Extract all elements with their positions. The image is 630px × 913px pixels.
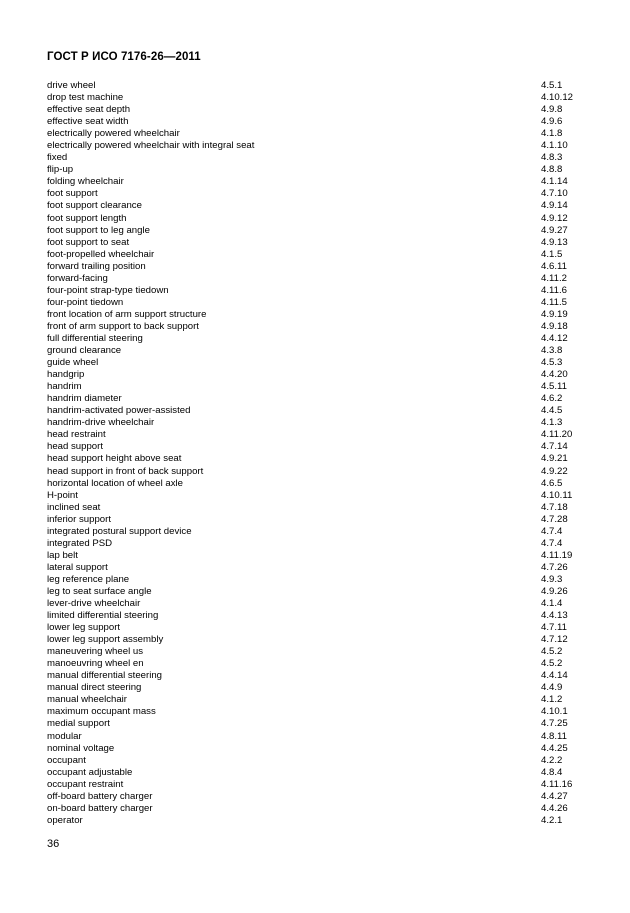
index-entry (47, 357, 592, 369)
index-term: foot support to leg angle (47, 224, 150, 236)
index-reference: 4.9.6 (541, 116, 563, 128)
index-reference: 4.4.5 (541, 405, 563, 417)
index-reference: 4.9.27 (541, 224, 568, 236)
index-entry (47, 417, 592, 429)
index-entry (47, 453, 592, 465)
index-term: manual direct steering (47, 682, 142, 694)
index-entry (47, 610, 592, 622)
index-entry (47, 116, 592, 128)
index-reference: 4.6.5 (541, 477, 563, 489)
index-term: manoeuvring wheel en (47, 658, 144, 670)
index-reference: 4.4.14 (541, 670, 568, 682)
index-entry (47, 526, 592, 538)
index-term: foot support clearance (47, 200, 142, 212)
index-reference: 4.11.5 (541, 296, 567, 308)
index-term: handrim-drive wheelchair (47, 417, 155, 429)
index-term: foot support to seat (47, 236, 130, 248)
index-term: ground clearance (47, 345, 122, 357)
index-reference: 4.1.2 (541, 694, 563, 706)
index-reference: 4.9.26 (541, 585, 568, 597)
index-reference: 4.1.4 (541, 598, 563, 610)
index-reference: 4.11.20 (541, 429, 573, 441)
index-entry (47, 92, 592, 104)
index-entry (47, 706, 592, 718)
index-entry (47, 538, 592, 550)
index-reference: 4.5.3 (541, 357, 563, 369)
index-entry (47, 429, 592, 441)
index-entry (47, 273, 592, 285)
index-term: occupant restraint (47, 778, 124, 790)
index-term: handrim (47, 381, 82, 393)
index-entry (47, 646, 592, 658)
index-term: leg to seat surface angle (47, 585, 152, 597)
index-term: limited differential steering (47, 610, 159, 622)
index-term: four-point tiedown (47, 296, 124, 308)
index-reference: 4.11.2 (541, 272, 567, 284)
index-term: effective seat width (47, 116, 129, 128)
index-entry (47, 297, 592, 309)
index-term: integrated PSD (47, 537, 113, 549)
index-term: foot support (47, 188, 98, 200)
index-reference: 4.7.26 (541, 561, 568, 573)
index-term: lower leg support (47, 622, 121, 634)
index-entry (47, 803, 592, 815)
index-reference: 4.11.6 (541, 284, 567, 296)
page-number: 36 (47, 838, 60, 850)
index-term: medial support (47, 718, 110, 730)
index-term: modular (47, 730, 82, 742)
index-reference: 4.7.12 (541, 634, 568, 646)
index-term: operator (47, 814, 83, 826)
index-entry (47, 237, 592, 249)
index-reference: 4.1.3 (541, 417, 563, 429)
index-term: front location of arm support structure (47, 308, 207, 320)
index-term: foot support length (47, 212, 127, 224)
index-term: flip-up (47, 164, 74, 176)
index-reference: 4.3.8 (541, 345, 563, 357)
index-entry (47, 441, 592, 453)
index-reference: 4.6.2 (541, 393, 563, 405)
index-reference: 4.9.3 (541, 573, 563, 585)
index-reference: 4.5.2 (541, 646, 563, 658)
index-entry (47, 731, 592, 743)
index-term: folding wheelchair (47, 176, 124, 188)
document-header: ГОСТ Р ИСО 7176-26—2011 (47, 51, 201, 63)
index-reference: 4.8.3 (541, 152, 563, 164)
index-reference: 4.2.2 (541, 754, 563, 766)
index-term: fixed (47, 152, 68, 164)
index-reference: 4.11.16 (541, 778, 573, 790)
index-term: lateral support (47, 561, 108, 573)
index-entry (47, 502, 592, 514)
index-entry (47, 779, 592, 791)
index-term: electrically powered wheelchair (47, 128, 180, 140)
index-reference: 4.4.12 (541, 332, 568, 344)
index-term: manual differential steering (47, 670, 163, 682)
index-entry (47, 381, 592, 393)
index-reference: 4.6.11 (541, 260, 567, 272)
index-term: integrated postural support device (47, 525, 192, 537)
index-entry (47, 225, 592, 237)
index-reference: 4.1.5 (541, 248, 563, 260)
index-term: four-point strap-type tiedown (47, 284, 169, 296)
index-entry (47, 333, 592, 345)
index-reference: 4.10.11 (541, 489, 573, 501)
index-entry (47, 598, 592, 610)
index-reference: 4.1.10 (541, 140, 568, 152)
index-entry (47, 200, 592, 212)
index-term: effective seat depth (47, 104, 131, 116)
index-term: lap belt (47, 549, 78, 561)
index-reference: 4.1.8 (541, 128, 563, 140)
index-entry (47, 562, 592, 574)
index-entry (47, 670, 592, 682)
term-index-list (47, 80, 592, 827)
index-entry (47, 213, 592, 225)
index-reference: 4.9.19 (541, 308, 568, 320)
index-term: manual wheelchair (47, 694, 127, 706)
index-term: lower leg support assembly (47, 634, 164, 646)
index-term: drive wheel (47, 80, 96, 91)
index-entry (47, 550, 592, 562)
index-entry (47, 393, 592, 405)
index-reference: 4.4.26 (541, 802, 568, 814)
index-reference: 4.7.18 (541, 501, 568, 513)
index-entry (47, 164, 592, 176)
index-entry (47, 249, 592, 261)
index-reference: 4.9.13 (541, 236, 568, 248)
index-term: occupant adjustable (47, 766, 133, 778)
index-term: occupant (47, 754, 86, 766)
index-reference: 4.9.18 (541, 320, 568, 332)
index-entry (47, 694, 592, 706)
index-reference: 4.1.14 (541, 176, 568, 188)
index-entry (47, 514, 592, 526)
index-term: front of arm support to back support (47, 320, 199, 332)
index-term: head support (47, 441, 104, 453)
index-entry (47, 634, 592, 646)
index-entry (47, 405, 592, 417)
index-reference: 4.5.1 (541, 80, 563, 91)
index-reference: 4.7.4 (541, 525, 563, 537)
index-term: lever-drive wheelchair (47, 598, 141, 610)
index-entry (47, 176, 592, 188)
index-term: inclined seat (47, 501, 101, 513)
index-reference: 4.4.27 (541, 790, 568, 802)
index-entry (47, 743, 592, 755)
index-entry (47, 815, 592, 827)
index-entry (47, 309, 592, 321)
index-term: maximum occupant mass (47, 706, 156, 718)
index-entry (47, 140, 592, 152)
index-term: forward trailing position (47, 260, 146, 272)
index-term: drop test machine (47, 92, 124, 104)
index-term: horizontal location of wheel axle (47, 477, 183, 489)
index-reference: 4.10.12 (541, 92, 574, 104)
index-reference: 4.9.21 (541, 453, 568, 465)
index-entry (47, 622, 592, 634)
index-entry (47, 718, 592, 730)
index-reference: 4.8.4 (541, 766, 563, 778)
index-entry (47, 574, 592, 586)
index-entry (47, 285, 592, 297)
index-entry (47, 658, 592, 670)
index-reference: 4.2.1 (541, 814, 563, 826)
index-term: H-point (47, 489, 78, 501)
index-term: nominal voltage (47, 742, 115, 754)
index-reference: 4.9.14 (541, 200, 568, 212)
index-term: foot-propelled wheelchair (47, 248, 155, 260)
index-reference: 4.7.11 (541, 622, 567, 634)
index-term: handgrip (47, 369, 85, 381)
index-reference: 4.11.19 (541, 549, 573, 561)
index-reference: 4.7.28 (541, 513, 568, 525)
index-reference: 4.4.25 (541, 742, 568, 754)
index-entry (47, 791, 592, 803)
index-entry (47, 345, 592, 357)
index-entry (47, 321, 592, 333)
index-term: head restraint (47, 429, 106, 441)
index-term: head support height above seat (47, 453, 182, 465)
index-reference: 4.4.13 (541, 610, 568, 622)
index-entry (47, 80, 592, 92)
index-reference: 4.5.2 (541, 658, 563, 670)
index-entry (47, 128, 592, 140)
index-term: electrically powered wheelchair with integral seat (47, 140, 255, 152)
index-term: inferior support (47, 513, 111, 525)
index-reference: 4.7.10 (541, 188, 568, 200)
index-entry (47, 369, 592, 381)
index-reference: 4.4.9 (541, 682, 563, 694)
index-entry (47, 104, 592, 116)
index-term: handrim-activated power-assisted (47, 405, 191, 417)
index-entry (47, 261, 592, 273)
index-term: on-board battery charger (47, 802, 153, 814)
index-reference: 4.8.11 (541, 730, 567, 742)
index-term: forward-facing (47, 272, 108, 284)
index-reference: 4.7.14 (541, 441, 568, 453)
index-entry (47, 682, 592, 694)
index-entry (47, 767, 592, 779)
index-reference: 4.5.11 (541, 381, 567, 393)
index-term: head support in front of back support (47, 465, 204, 477)
index-entry (47, 152, 592, 164)
index-term: leg reference plane (47, 573, 130, 585)
index-entry (47, 188, 592, 200)
index-term: guide wheel (47, 357, 99, 369)
index-reference: 4.9.12 (541, 212, 568, 224)
index-entry (47, 755, 592, 767)
index-term: off-board battery charger (47, 790, 153, 802)
index-term: handrim diameter (47, 393, 122, 405)
index-reference: 4.7.25 (541, 718, 568, 730)
index-term: maneuvering wheel us (47, 646, 143, 658)
index-reference: 4.4.20 (541, 369, 568, 381)
index-entry (47, 586, 592, 598)
index-reference: 4.9.22 (541, 465, 568, 477)
index-entry (47, 490, 592, 502)
index-entry (47, 466, 592, 478)
index-reference: 4.9.8 (541, 104, 563, 116)
index-reference: 4.7.4 (541, 537, 563, 549)
index-reference: 4.10.1 (541, 706, 568, 718)
index-term: full differential steering (47, 332, 143, 344)
index-entry (47, 478, 592, 490)
index-reference: 4.8.8 (541, 164, 563, 176)
